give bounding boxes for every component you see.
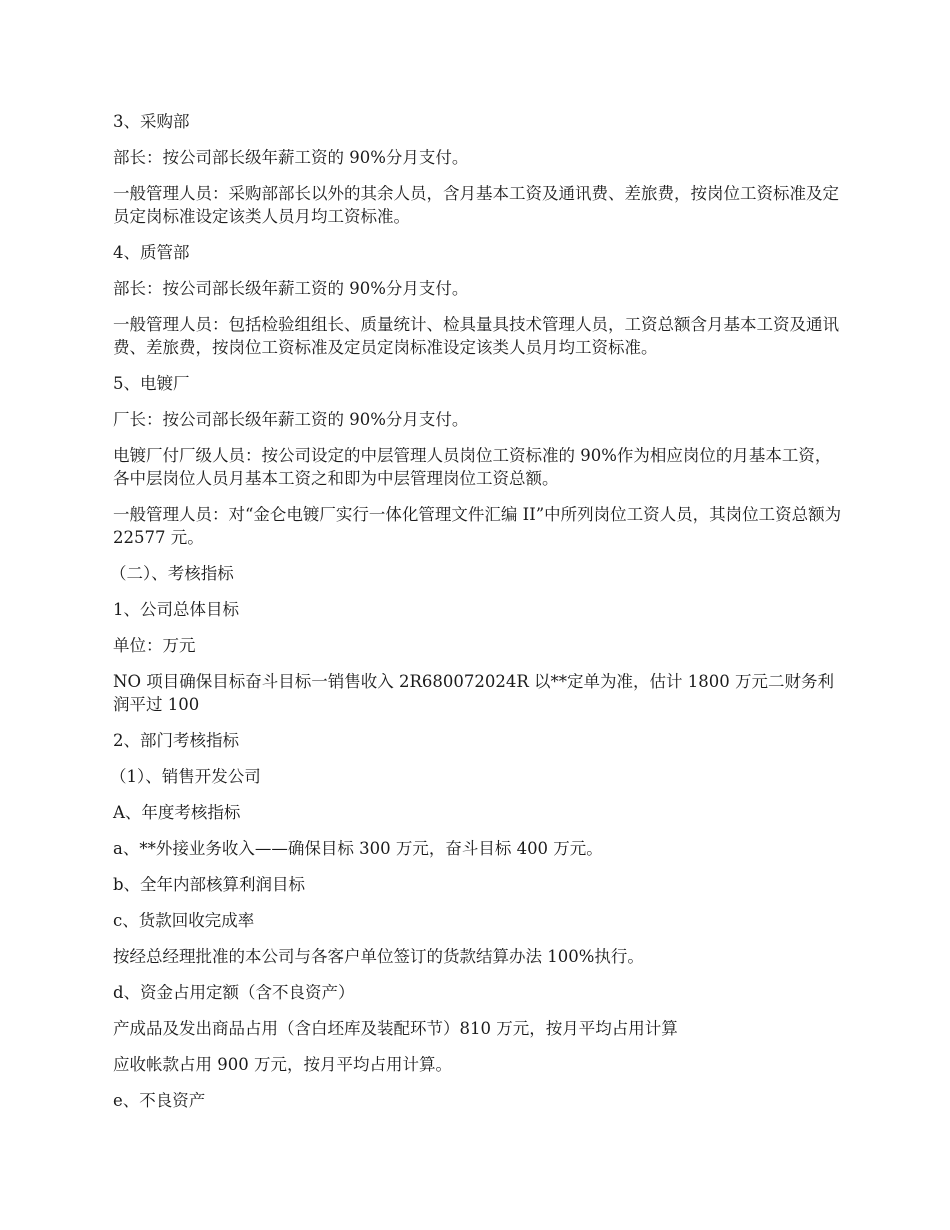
paragraph-targets-table-text: NO 项目确保目标奋斗目标一销售收入 2R680072024R 以**定单为准，估计 1800 万元二财务利润平过 100	[113, 672, 835, 714]
subheading-sales-company: （1）、销售开发公司	[110, 767, 261, 786]
section-heading-plating: 5、电镀厂	[113, 374, 190, 393]
list-item-d: d、资金占用定额（含不良资产）	[113, 983, 355, 1002]
paragraph-purchasing-staff: 一般管理人员：采购部部长以外的其余人员，含月基本工资及通讯费、差旅费，按岗位工资标准及定员定岗标准设定该类人员月均工资标准。	[113, 184, 839, 226]
document-body	[110, 110, 843, 1125]
list-item-b: b、全年内部核算利润目标	[113, 875, 306, 894]
paragraph-plating-deputy: 电镀厂付厂级人员：按公司设定的中层管理人员岗位工资标准的 90%作为相应岗位的月基本工资，各中层岗位人员月基本工资之和即为中层管理岗位工资总额。	[113, 446, 832, 488]
paragraph-quality-staff: 一般管理人员：包括检验组组长、质量统计、检具量具技术管理人员，工资总额含月基本工资及通讯费、差旅费，按岗位工资标准及定员定岗标准设定该类人员月均工资标准。	[113, 315, 839, 357]
list-item-c: c、货款回收完成率	[113, 911, 255, 930]
paragraph-plating-head: 厂长：按公司部长级年薪工资的 90%分月支付。	[113, 410, 469, 429]
paragraph-quality-head: 部长：按公司部长级年薪工资的 90%分月支付。	[113, 279, 469, 298]
paragraph-finished-goods: 产成品及发出商品占用（含白坯库及装配环节）810 万元，按月平均占用计算	[113, 1019, 678, 1038]
list-item-e: e、不良资产	[113, 1091, 206, 1110]
section-heading-purchasing: 3、采购部	[113, 112, 190, 131]
paragraph-purchasing-head: 部长：按公司部长级年薪工资的 90%分月支付。	[113, 148, 469, 167]
section-heading-assessment: （二）、考核指标	[110, 564, 234, 583]
list-item-a: a、**外接业务收入——确保目标 300 万元，奋斗目标 400 万元。	[113, 839, 603, 858]
subheading-annual-targets: A、年度考核指标	[113, 803, 241, 822]
paragraph-plating-staff: 一般管理人员：对“金仑电镀厂实行一体化管理文件汇编 II”中所列岗位工资人员，其岗位工资总额为 22577 元。	[113, 505, 842, 547]
paragraph-payment-method: 按经总经理批准的本公司与各客户单位签订的货款结算办法 100%执行。	[113, 947, 644, 966]
paragraph-unit: 单位：万元	[113, 636, 196, 655]
section-heading-quality: 4、质管部	[113, 243, 190, 262]
subheading-company-targets: 1、公司总体目标	[113, 600, 239, 619]
subheading-department-targets: 2、部门考核指标	[113, 731, 239, 750]
paragraph-receivables: 应收帐款占用 900 万元，按月平均占用计算。	[113, 1055, 452, 1074]
